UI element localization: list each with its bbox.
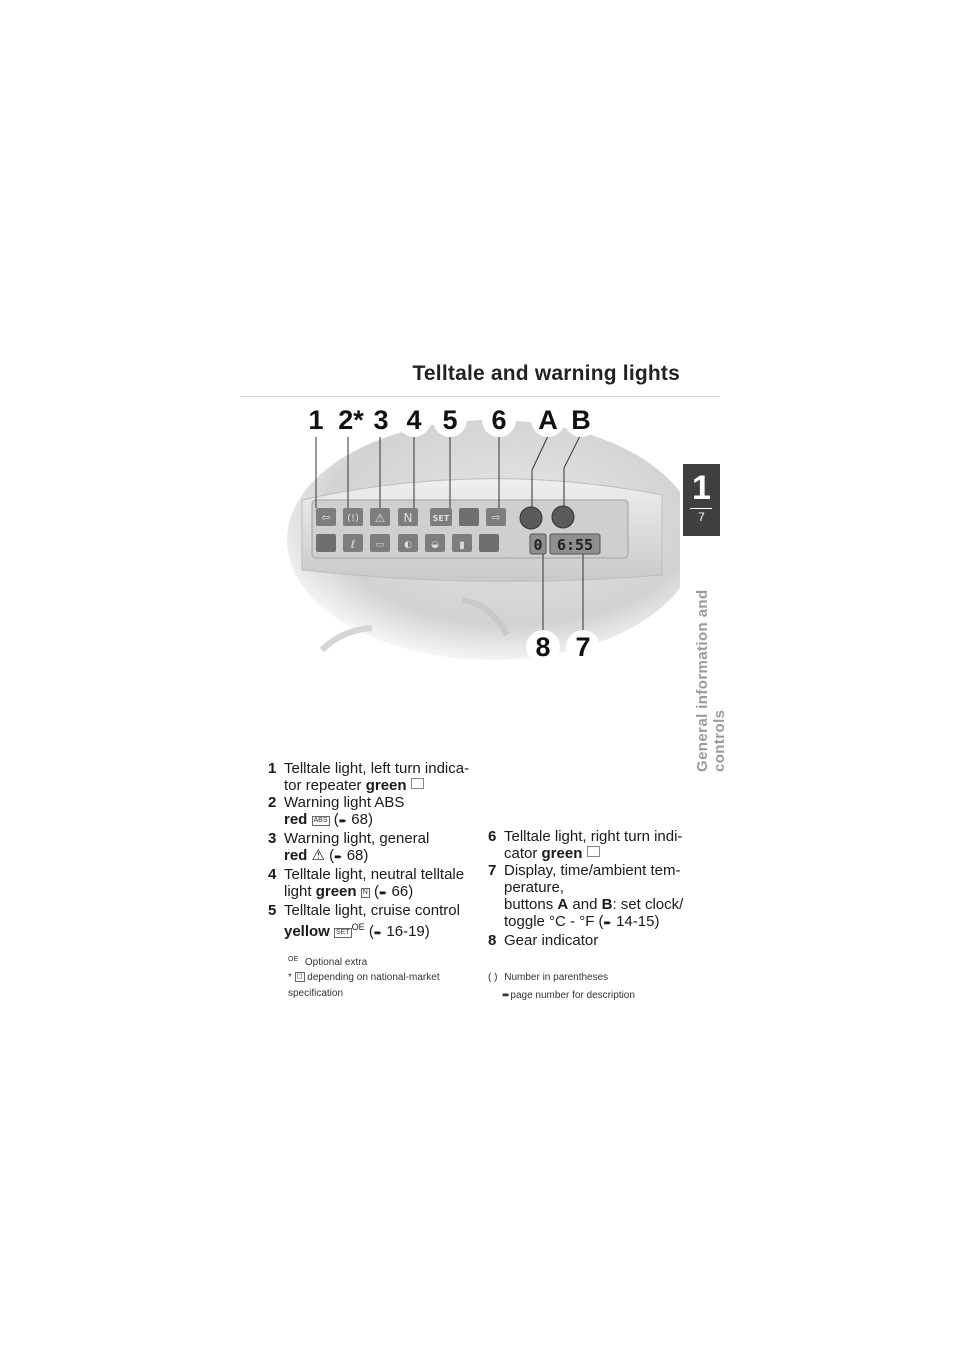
svg-text:SET: SET bbox=[432, 514, 450, 523]
callout-5: 5 bbox=[433, 403, 467, 437]
footnote-text: page number for description bbox=[510, 990, 635, 1001]
footnote-mark: * bbox=[288, 972, 292, 983]
callout-a: A bbox=[531, 403, 565, 437]
arrow-icon: ➨ bbox=[378, 888, 388, 899]
item-number: 6 bbox=[488, 828, 497, 845]
callout-1: 1 bbox=[299, 403, 333, 437]
blank-led-3 bbox=[479, 534, 499, 552]
callout-2: 2* bbox=[331, 403, 371, 437]
arrow-icon: ➨ bbox=[334, 852, 343, 863]
item-text: : set clock/ bbox=[612, 896, 684, 913]
item-text: Telltale light, neutral telltale bbox=[284, 866, 465, 883]
item-3: 3 Warning light, general red ⚠ (➨ 68) bbox=[268, 830, 488, 866]
item-text: toggle °C - °F ( bbox=[504, 913, 604, 930]
button-a bbox=[520, 507, 542, 529]
item-text: light bbox=[284, 883, 316, 900]
item-5: 5 Telltale light, cruise control yellow $SET^{OE}$ (➨ 16-19) bbox=[268, 902, 488, 942]
item-text: Telltale light, cruise control bbox=[284, 902, 460, 919]
blank-led-1 bbox=[459, 508, 479, 526]
item-text: and bbox=[568, 896, 602, 913]
item-number: 7 bbox=[488, 862, 497, 879]
svg-text:⚠: ⚠ bbox=[374, 511, 386, 525]
color-word: red bbox=[284, 847, 308, 864]
color-word: green bbox=[541, 845, 583, 862]
item-text: ) bbox=[654, 913, 660, 930]
blank-led-2 bbox=[316, 534, 336, 552]
chapter-tab-divider bbox=[690, 508, 712, 509]
item-text: Warning light, general bbox=[284, 830, 430, 847]
svg-text:▭: ▭ bbox=[375, 540, 385, 550]
page-ref: 16-19 bbox=[386, 923, 425, 940]
title-divider bbox=[240, 396, 720, 397]
page-ref: 66 bbox=[391, 883, 409, 900]
color-word: green bbox=[315, 883, 357, 900]
set-icon: SET bbox=[336, 929, 350, 936]
item-text: Warning light ABS bbox=[284, 794, 405, 811]
footnote-text: Number in parentheses bbox=[504, 972, 609, 983]
item-text: Display, time/ambient tem- bbox=[504, 862, 681, 879]
item-6 bbox=[488, 828, 698, 862]
callout-3: 3 bbox=[364, 403, 398, 437]
national-market-icon: ◻ bbox=[296, 973, 303, 980]
time-value: 6:55 bbox=[556, 536, 594, 554]
button-a-label: A bbox=[557, 896, 569, 913]
footnote-parentheses bbox=[488, 971, 688, 1002]
page-title: Telltale and warning lights bbox=[412, 362, 680, 385]
item-text: tor repeater bbox=[284, 777, 366, 794]
page-ref: 68 bbox=[351, 811, 368, 828]
footnote-mark: ( ) bbox=[488, 972, 498, 983]
item-number: 4 bbox=[268, 866, 277, 883]
color-word: green bbox=[365, 777, 407, 794]
svg-text:ℓ: ℓ bbox=[350, 538, 356, 551]
svg-text:◐: ◐ bbox=[404, 540, 412, 550]
item-number: 2 bbox=[268, 794, 277, 811]
callout-6: 6 bbox=[482, 403, 516, 437]
footnote-text: Optional extra bbox=[304, 957, 368, 969]
color-word: yellow bbox=[284, 923, 330, 940]
item-2: 2 Warning light ABS red ABS (➨ 68) bbox=[268, 794, 488, 830]
decorative-ring-2 bbox=[322, 628, 372, 650]
instrument-panel-figure bbox=[282, 400, 680, 700]
arrow-icon: ➨ bbox=[603, 918, 612, 929]
callout-8: 8 bbox=[526, 630, 560, 664]
item-number: 3 bbox=[268, 830, 277, 847]
footnote-optional-extra bbox=[288, 953, 367, 969]
item-number: 1 bbox=[268, 760, 277, 777]
item-number: 8 bbox=[488, 932, 497, 949]
footnote-national-market bbox=[288, 971, 478, 1000]
item-8 bbox=[488, 932, 698, 949]
item-text: cator bbox=[504, 845, 542, 862]
footnote-text: depending on national-market bbox=[307, 972, 440, 983]
item-text: buttons bbox=[504, 896, 558, 913]
page-ref: 14-15 bbox=[616, 913, 655, 930]
item-text: perature, bbox=[504, 879, 565, 896]
footnote-text: specification bbox=[288, 988, 344, 999]
arrow-icon: ➨ bbox=[502, 990, 511, 1001]
left-arrow-icon bbox=[411, 778, 424, 789]
footnote-mark: OE bbox=[288, 956, 299, 963]
top-led-row bbox=[316, 508, 506, 526]
arrow-icon: ➨ bbox=[373, 928, 383, 939]
page-ref: 68 bbox=[346, 847, 364, 864]
left-description-column bbox=[268, 760, 488, 942]
callout-7: 7 bbox=[566, 630, 600, 664]
item-1 bbox=[268, 760, 488, 794]
svg-text:(!): (!) bbox=[347, 513, 359, 524]
svg-text:◒: ◒ bbox=[431, 540, 439, 550]
bottom-led-row bbox=[316, 534, 499, 552]
svg-text:N: N bbox=[403, 511, 413, 525]
callout-b: B bbox=[564, 403, 598, 437]
item-text: Telltale light, left turn indica- bbox=[284, 760, 470, 777]
button-b-label: B bbox=[601, 896, 613, 913]
optional-extra-mark: OE bbox=[351, 922, 365, 932]
abs-icon: ABS bbox=[313, 817, 328, 824]
svg-text:▮: ▮ bbox=[459, 540, 465, 551]
svg-text:⇦: ⇦ bbox=[321, 511, 331, 524]
arrow-icon: ➨ bbox=[338, 816, 348, 827]
button-b bbox=[552, 506, 574, 528]
gear-value: 0 bbox=[533, 536, 543, 554]
warning-triangle-icon: ⚠ bbox=[311, 847, 325, 864]
item-4: 4 Telltale light, neutral telltale light green N (➨ 66) bbox=[268, 866, 488, 902]
right-description-column bbox=[488, 828, 698, 949]
neutral-icon: N bbox=[362, 889, 368, 896]
item-text: Telltale light, right turn indi- bbox=[504, 828, 683, 845]
svg-text:⇨: ⇨ bbox=[491, 511, 501, 524]
chapter-number: 1 bbox=[692, 469, 711, 507]
color-word: red bbox=[284, 811, 308, 828]
item-7 bbox=[488, 862, 698, 932]
page-number: 7 bbox=[698, 510, 705, 524]
callout-4: 4 bbox=[397, 403, 431, 437]
item-number: 5 bbox=[268, 902, 277, 919]
chapter-side-label: General information and controls bbox=[694, 589, 728, 772]
right-arrow-icon bbox=[587, 846, 600, 857]
item-text: Gear indicator bbox=[504, 932, 599, 949]
